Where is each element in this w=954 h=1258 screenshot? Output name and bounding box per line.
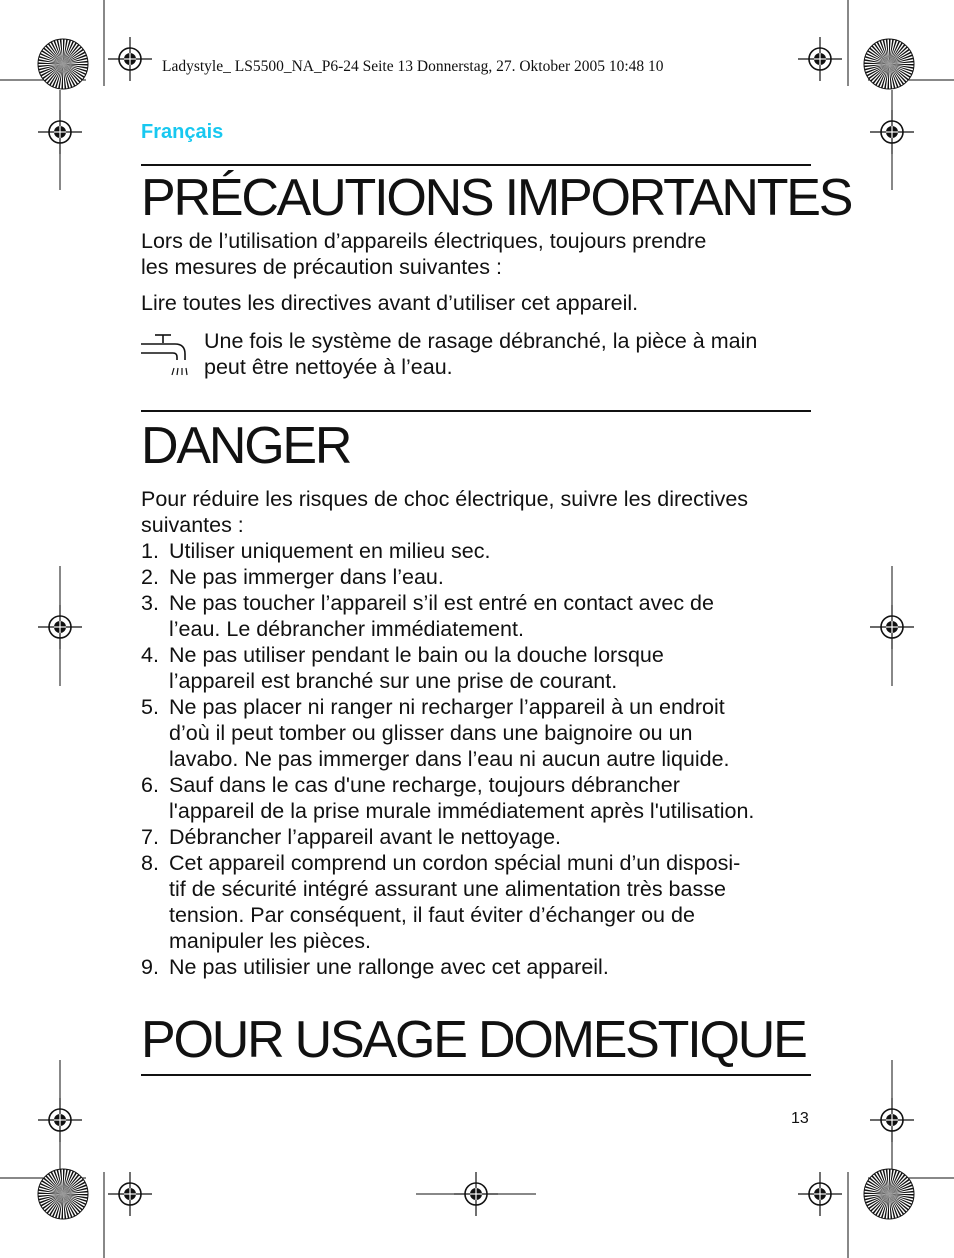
danger-intro-line1: Pour réduire les risques de choc électrique, suivre les directives: [141, 487, 749, 511]
precautions-intro: [141, 228, 706, 280]
list-item-number: 2.: [141, 565, 159, 589]
registration-mark-icon: [870, 110, 914, 154]
starburst-target-icon: [864, 39, 914, 89]
danger-list-item: [141, 954, 811, 980]
registration-mark-icon: [38, 605, 82, 649]
danger-list-item: [141, 772, 811, 824]
section-rule: [141, 410, 811, 412]
list-item-line: Ne pas immerger dans l’eau.: [169, 565, 444, 589]
starburst-target-icon: [38, 39, 88, 89]
danger-list-item: [141, 642, 811, 694]
household-use-heading: POUR USAGE DOMESTIQUE: [141, 1011, 806, 1069]
registration-mark-icon: [38, 110, 82, 154]
list-item-line: l’eau. Le débrancher immédiatement.: [169, 617, 524, 641]
list-item-number: 1.: [141, 539, 159, 563]
precautions-intro-line1: Lors de l’utilisation d’appareils électriques, toujours prendre: [141, 229, 707, 253]
list-item-line: l’appareil est branché sur une prise de courant.: [169, 669, 618, 693]
precautions-intro-line2: les mesures de précaution suivantes :: [141, 255, 502, 279]
language-label: Français: [141, 121, 224, 143]
page-number: 13: [791, 1110, 809, 1127]
print-slug-line: Ladystyle_ LS5500_NA_P6-24 Seite 13 Donnerstag, 27. Oktober 2005 10:48 10: [162, 58, 664, 75]
registration-mark-icon: [38, 1098, 82, 1142]
danger-intro: [141, 486, 748, 538]
danger-directives-list: [141, 538, 811, 980]
list-item-number: 7.: [141, 825, 159, 849]
registration-mark-icon: [798, 1172, 842, 1216]
list-item-number: 8.: [141, 851, 159, 875]
read-directives-text: Lire toutes les directives avant d’utiliser cet appareil.: [141, 291, 639, 315]
registration-mark-icon: [108, 37, 152, 81]
list-item-number: 6.: [141, 773, 159, 797]
danger-list-item: [141, 850, 811, 954]
list-item-number: 3.: [141, 591, 159, 615]
water-tap-icon: [141, 334, 191, 376]
list-item-line: Ne pas utiliser pendant le bain ou la douche lorsque: [169, 643, 664, 667]
starburst-target-icon: [38, 1169, 88, 1219]
list-item-line: Ne pas toucher l’appareil s’il est entré en contact avec de: [169, 591, 714, 615]
list-item-line: Sauf dans le cas d'une recharge, toujours débrancher: [169, 773, 680, 797]
starburst-target-icon: [864, 1169, 914, 1219]
precautions-heading: PRÉCAUTIONS IMPORTANTES: [141, 169, 852, 227]
tap-note-line1: Une fois le système de rasage débranché, la pièce à main: [204, 329, 758, 353]
tap-cleaning-note: [204, 328, 814, 380]
list-item-line: tif de sécurité intégré assurant une alimentation très basse: [169, 877, 726, 901]
registration-mark-icon: [870, 605, 914, 649]
danger-intro-line2: suivantes :: [141, 513, 244, 537]
registration-mark-icon: [870, 1098, 914, 1142]
list-item-line: d’où il peut tomber ou glisser dans une baignoire ou un: [169, 721, 693, 745]
list-item-number: 4.: [141, 643, 159, 667]
danger-list-item: [141, 590, 811, 642]
list-item-line: Cet appareil comprend un cordon spécial muni d’un disposi-: [169, 851, 741, 875]
list-item-line: lavabo. Ne pas immerger dans l’eau ni aucun autre liquide.: [169, 747, 730, 771]
danger-heading: DANGER: [141, 417, 351, 475]
list-item-line: l'appareil de la prise murale immédiatement après l'utilisation.: [169, 799, 755, 823]
list-item-number: 9.: [141, 955, 159, 979]
registration-mark-icon: [454, 1172, 498, 1216]
danger-list-item: [141, 824, 811, 850]
list-item-line: Ne pas placer ni ranger ni recharger l’appareil à un endroit: [169, 695, 725, 719]
list-item-line: tension. Par conséquent, il faut éviter d’échanger ou de: [169, 903, 695, 927]
danger-list-item: [141, 564, 811, 590]
danger-list-item: [141, 538, 811, 564]
registration-mark-icon: [798, 37, 842, 81]
section-rule: [141, 164, 811, 166]
tap-note-line2: peut être nettoyée à l’eau.: [204, 355, 453, 379]
list-item-line: Utiliser uniquement en milieu sec.: [169, 539, 491, 563]
danger-list-item: [141, 694, 811, 772]
section-rule: [141, 1074, 811, 1076]
list-item-line: manipuler les pièces.: [169, 929, 371, 953]
list-item-line: Ne pas utilisier une rallonge avec cet appareil.: [169, 955, 609, 979]
registration-mark-icon: [108, 1172, 152, 1216]
list-item-number: 5.: [141, 695, 159, 719]
list-item-line: Débrancher l’appareil avant le nettoyage.: [169, 825, 562, 849]
